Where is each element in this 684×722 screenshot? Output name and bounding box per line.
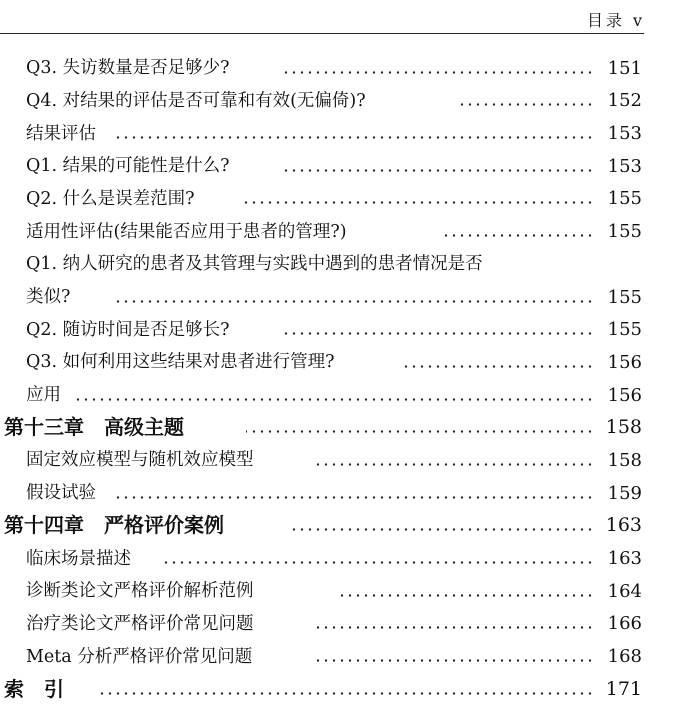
- toc-entry-page: 158: [607, 449, 642, 471]
- toc-leader-dots: [282, 71, 594, 74]
- toc-leader-dots: [282, 332, 594, 335]
- toc-chapter-label: 索 引: [4, 676, 64, 701]
- toc-entry-page: 159: [607, 482, 642, 504]
- toc-entry-label: Q1. 结果的可能性是什么?: [26, 156, 230, 177]
- toc-leader-dots: [280, 169, 594, 172]
- toc-chapter-label: 第十三章 高级主题: [4, 415, 184, 440]
- toc-leader-dots: [404, 365, 594, 368]
- toc-entry-label: Q2. 随访时间是否足够长?: [26, 319, 230, 340]
- running-head: [587, 8, 642, 31]
- running-head-title: 目录: [586, 11, 625, 30]
- toc-chapter-entry: [0, 510, 644, 543]
- toc-entry-page: 155: [607, 286, 642, 308]
- toc-entry-label: 治疗类论文严格评价常见问题: [26, 613, 254, 634]
- toc-entry-page: 171: [605, 677, 642, 700]
- toc-entry: [0, 117, 644, 150]
- toc-chapter-entry: [0, 673, 644, 706]
- toc-entry-label: 结果评估: [26, 123, 96, 144]
- toc-entry-page: 153: [607, 123, 642, 145]
- toc-entry-page: 158: [605, 416, 642, 439]
- toc-entry: [0, 444, 644, 477]
- toc-leader-dots: [112, 136, 594, 139]
- toc-entry-page: 151: [607, 57, 642, 79]
- toc-entry: [0, 314, 644, 347]
- toc-entry: [0, 150, 644, 183]
- toc-entry-label: 诊断类论文严格评价解析范例: [26, 581, 254, 602]
- toc-entry: [0, 183, 644, 216]
- toc-entry-label: Q4. 对结果的评估是否可靠和有效(无偏倚)?: [26, 90, 366, 111]
- toc-entry: [0, 379, 644, 412]
- toc-leader-dots: [74, 398, 594, 401]
- toc-entry-page: 168: [607, 646, 642, 668]
- toc-leader-dots: [244, 201, 594, 204]
- toc-leader-dots: [112, 300, 594, 303]
- toc-entry-page: 153: [607, 155, 642, 177]
- toc-entry: [0, 215, 644, 248]
- toc-entry: [0, 575, 644, 608]
- toc-entry-page: 156: [607, 384, 642, 406]
- toc-entry-label: 类似?: [26, 287, 71, 307]
- toc-entry-label: Q2. 什么是误差范围?: [26, 188, 195, 209]
- toc-entry-label: Q1. 纳人研究的患者及其管理与实践中遇到的患者情况是否: [26, 254, 483, 275]
- table-of-contents: [0, 52, 644, 706]
- toc-entry-page: 155: [607, 221, 642, 243]
- toc-entry-page: 163: [605, 514, 642, 537]
- toc-entry: [0, 52, 644, 85]
- toc-entry-page: 156: [607, 351, 642, 373]
- toc-chapter-label: 第十四章 严格评价案例: [4, 513, 224, 538]
- toc-entry-label: Q3. 失访数量是否足够少?: [26, 58, 230, 79]
- toc-entry-first-line: [0, 248, 644, 281]
- toc-leader-dots: [312, 463, 594, 466]
- toc-entry-label: 固定效应模型与随机效应模型: [26, 450, 254, 471]
- toc-entry-label: 适用性评估(结果能否应用于患者的管理?): [26, 221, 347, 242]
- toc-leader-dots: [112, 496, 594, 499]
- toc-entry-page: 155: [607, 319, 642, 341]
- toc-entry-page: 163: [607, 548, 642, 569]
- toc-entry-label: 临床场景描述: [26, 548, 131, 569]
- page-header: [0, 0, 644, 34]
- toc-leader-dots: [312, 659, 594, 662]
- toc-entry: [0, 608, 644, 641]
- toc-leader-dots: [444, 234, 594, 237]
- toc-entry-page: 166: [607, 613, 642, 635]
- toc-entry: [0, 477, 644, 510]
- toc-entry-label: Meta 分析严格评价常见问题: [26, 646, 253, 667]
- toc-leader-dots: [338, 594, 594, 597]
- toc-entry: [0, 346, 644, 379]
- toc-leader-dots: [96, 692, 594, 695]
- toc-leader-dots: [246, 430, 594, 433]
- toc-entry: [0, 281, 644, 314]
- toc-entry: [0, 85, 644, 118]
- toc-entry-page: 164: [607, 580, 642, 602]
- toc-entry: [0, 542, 644, 575]
- toc-leader-dots: [290, 528, 594, 531]
- toc-entry-label: 应用: [26, 385, 61, 406]
- toc-entry-page: 152: [607, 90, 642, 112]
- toc-entry-page: 155: [607, 188, 642, 210]
- toc-leader-dots: [460, 103, 594, 106]
- toc-entry-label: 假设试验: [26, 483, 96, 504]
- toc-leader-dots: [160, 561, 594, 564]
- toc-leader-dots: [312, 626, 594, 629]
- toc-chapter-entry: [0, 412, 644, 445]
- running-head-page-number: v: [632, 11, 642, 30]
- toc-entry-label: Q3. 如何利用这些结果对患者进行管理?: [26, 352, 335, 373]
- toc-entry: [0, 640, 644, 673]
